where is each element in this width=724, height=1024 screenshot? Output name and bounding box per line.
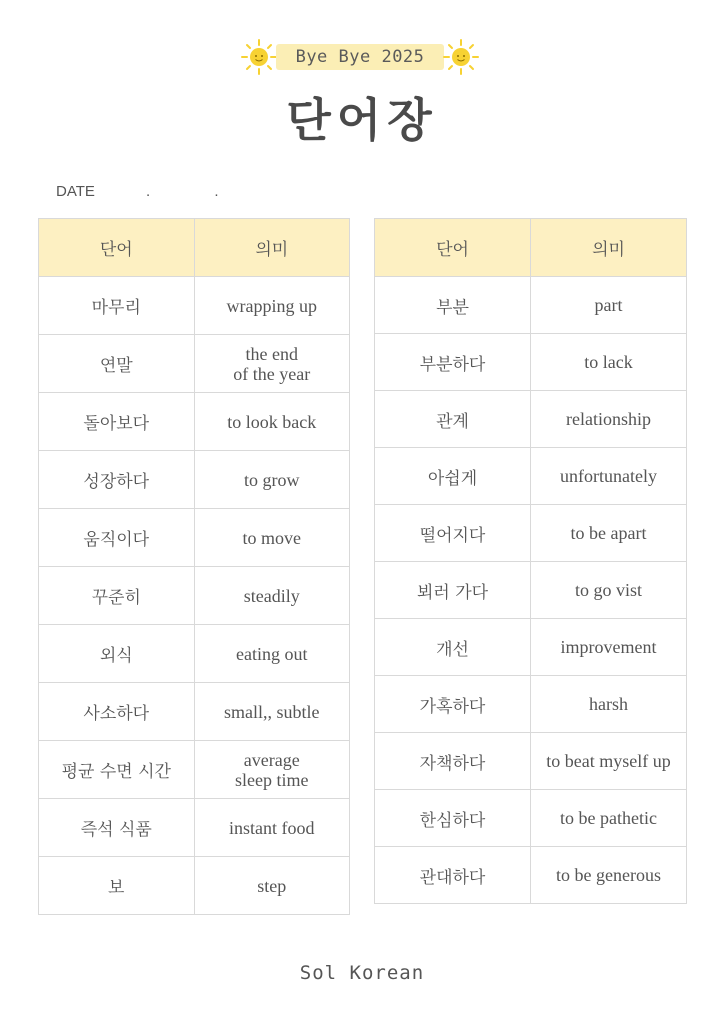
vocab-meaning <box>531 505 687 562</box>
sun-icon <box>240 38 278 76</box>
table-row <box>375 676 687 733</box>
table-row <box>375 562 687 619</box>
meaning-line: relationship <box>566 409 651 429</box>
vocab-word: 외식 <box>39 625 195 683</box>
vocab-meaning <box>531 334 687 391</box>
table-row <box>39 567 350 625</box>
meaning-line: to be pathetic <box>560 808 657 828</box>
table-row <box>375 847 687 904</box>
vocab-word: 꾸준히 <box>39 567 195 625</box>
vocab-meaning <box>531 676 687 733</box>
meaning-line: improvement <box>560 637 657 657</box>
meaning-line: eating out <box>236 643 308 664</box>
vocab-meaning <box>194 857 350 915</box>
meaning-line: to look back <box>227 411 317 432</box>
table-row <box>39 857 350 915</box>
vocab-word: 사소하다 <box>39 683 195 741</box>
banner-text: Bye Bye 2025 <box>295 47 425 67</box>
column-header-word: 단어 <box>39 219 195 277</box>
meaning-line: to grow <box>244 469 300 490</box>
vocab-meaning <box>194 799 350 857</box>
meaning-line: to beat myself up <box>546 751 671 771</box>
vocab-word: 즉석 식품 <box>39 799 195 857</box>
table-row <box>375 448 687 505</box>
meaning-line: wrapping up <box>226 295 317 316</box>
vocab-meaning <box>194 683 350 741</box>
table-row <box>39 799 350 857</box>
meaning-line: average <box>243 749 300 770</box>
vocab-table-left <box>38 218 350 915</box>
meaning-line: part <box>594 295 623 315</box>
vocab-word: 움직이다 <box>39 509 195 567</box>
vocab-word: 관계 <box>375 391 531 448</box>
vocab-meaning <box>194 393 350 451</box>
vocab-word: 떨어지다 <box>375 505 531 562</box>
vocab-word: 한심하다 <box>375 790 531 847</box>
vocab-word: 가혹하다 <box>375 676 531 733</box>
table-row <box>39 625 350 683</box>
meaning-line: harsh <box>589 694 628 714</box>
vocab-meaning <box>194 625 350 683</box>
meaning-line: instant food <box>229 817 315 838</box>
meaning-line: to lack <box>584 352 633 372</box>
vocab-word: 아쉽게 <box>375 448 531 505</box>
vocab-meaning <box>531 847 687 904</box>
table-row <box>39 335 350 393</box>
meaning-line: unfortunately <box>560 466 657 486</box>
meaning-line: steadily <box>243 585 300 606</box>
vocab-meaning <box>531 790 687 847</box>
meaning-line: of the year <box>233 363 311 384</box>
table-header-row <box>375 219 687 277</box>
vocab-word: 부분하다 <box>375 334 531 391</box>
vocab-word: 평균 수면 시간 <box>39 741 195 799</box>
sun-icon <box>442 38 480 76</box>
vocab-word: 돌아보다 <box>39 393 195 451</box>
table-row <box>375 505 687 562</box>
table-row <box>375 277 687 334</box>
table-header-row <box>39 219 350 277</box>
column-header-meaning: 의미 <box>531 219 687 277</box>
table-row <box>39 509 350 567</box>
vocab-meaning <box>194 509 350 567</box>
vocab-word: 마무리 <box>39 277 195 335</box>
table-row <box>39 277 350 335</box>
column-header-word: 단어 <box>375 219 531 277</box>
vocab-word: 부분 <box>375 277 531 334</box>
year-banner <box>240 34 480 84</box>
table-row <box>39 393 350 451</box>
vocab-meaning <box>531 733 687 790</box>
vocab-meaning <box>194 567 350 625</box>
vocab-meaning <box>531 448 687 505</box>
meaning-line: the end <box>245 343 298 364</box>
meaning-line: sleep time <box>235 769 309 790</box>
vocab-meaning <box>531 562 687 619</box>
vocab-meaning <box>194 741 350 799</box>
table-row <box>375 391 687 448</box>
meaning-line: to move <box>242 527 301 548</box>
table-row <box>39 741 350 799</box>
meaning-line: to be generous <box>556 865 661 885</box>
vocab-word: 성장하다 <box>39 451 195 509</box>
meaning-line: to be apart <box>570 523 647 543</box>
vocab-table-right <box>374 218 687 904</box>
meaning-line: to go vist <box>574 580 642 600</box>
meaning-line: small,, subtle <box>224 701 320 722</box>
table-row <box>375 334 687 391</box>
table-row <box>39 451 350 509</box>
vocab-word: 뵈러 가다 <box>375 562 531 619</box>
column-header-meaning: 의미 <box>194 219 350 277</box>
vocab-word: 연말 <box>39 335 195 393</box>
vocab-word: 관대하다 <box>375 847 531 904</box>
vocab-meaning <box>531 391 687 448</box>
table-row <box>375 790 687 847</box>
page-title: 단어장 <box>286 93 438 147</box>
vocab-word: 보 <box>39 857 195 915</box>
date-label: DATE <box>56 183 95 200</box>
vocab-word: 자책하다 <box>375 733 531 790</box>
table-row <box>375 619 687 676</box>
table-row <box>375 733 687 790</box>
vocab-meaning <box>194 335 350 393</box>
footer-brand: Sol Korean <box>299 962 425 984</box>
vocab-word: 개선 <box>375 619 531 676</box>
meaning-line: step <box>257 875 287 896</box>
date-separators: . . <box>146 183 249 200</box>
vocab-meaning <box>531 277 687 334</box>
vocab-meaning <box>194 451 350 509</box>
vocab-meaning <box>531 619 687 676</box>
vocab-meaning <box>194 277 350 335</box>
table-row <box>39 683 350 741</box>
